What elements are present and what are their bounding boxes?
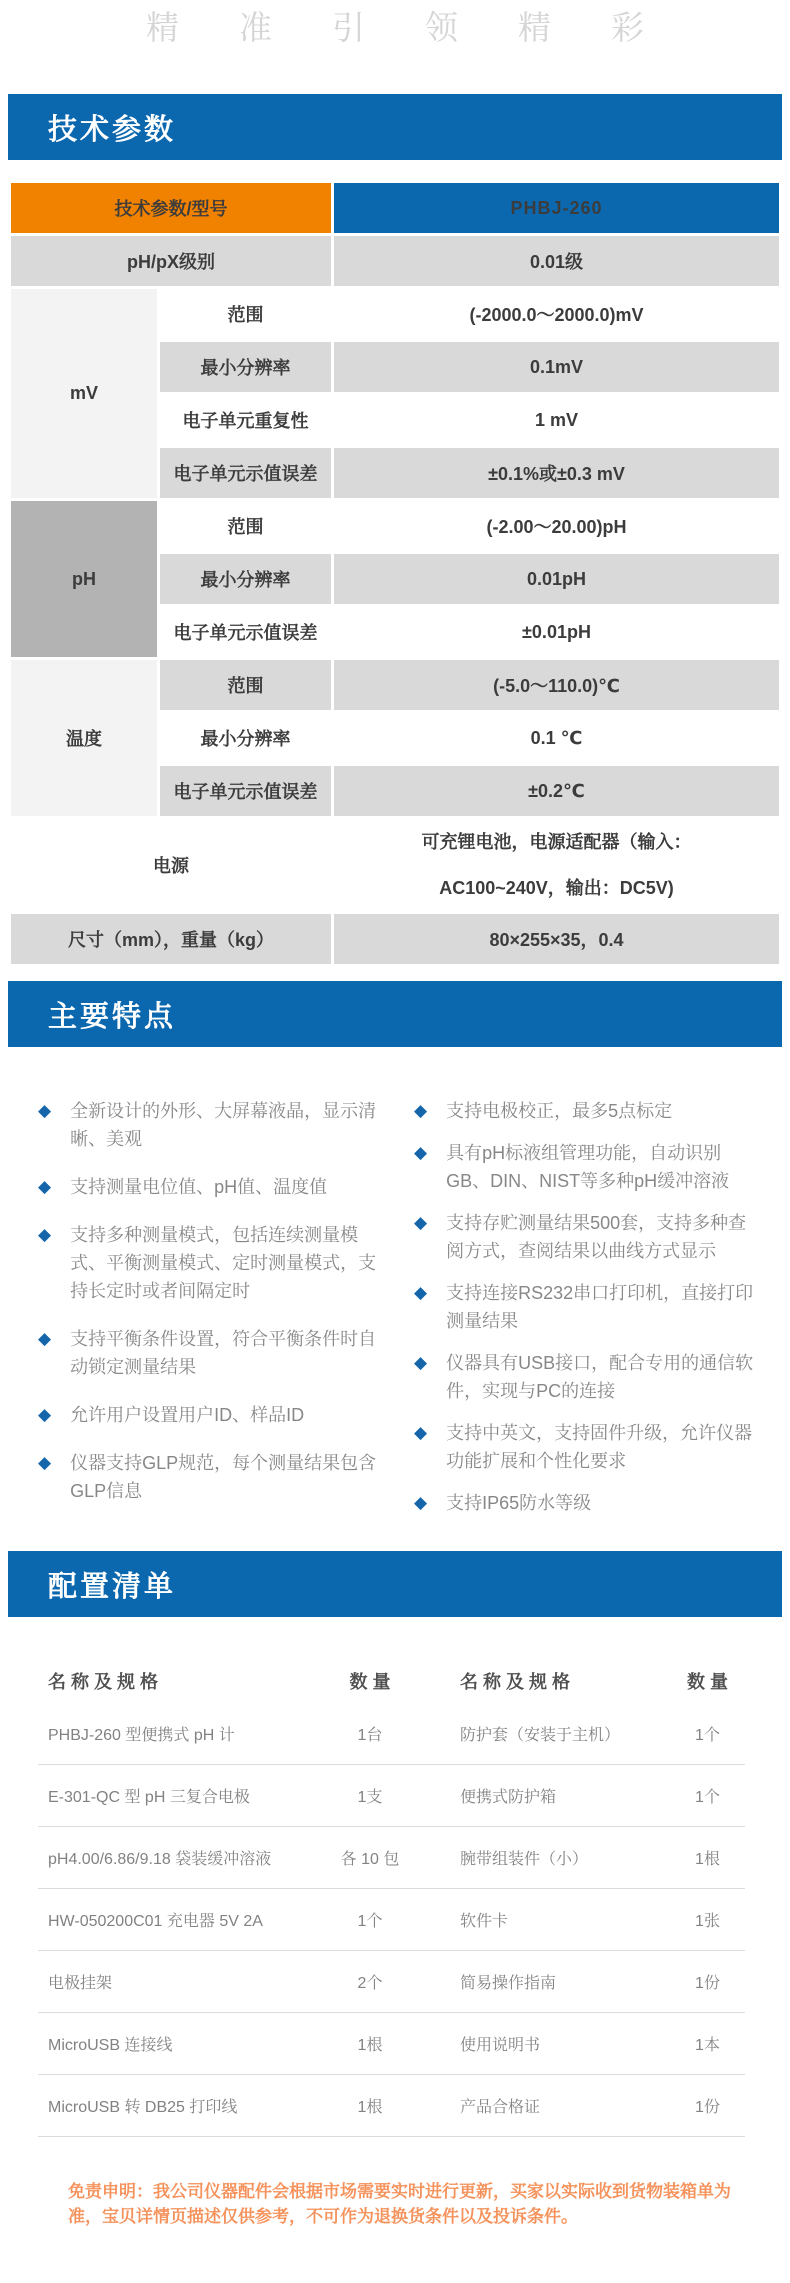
table-row [11, 660, 779, 710]
feature-text: 支持中英文，支持固件升级，允许仪器功能扩展和个性化要求 [446, 1423, 753, 1471]
table-row [38, 1703, 745, 1765]
spec-group-ph: pH [11, 501, 157, 657]
config-item-qty: 1根 [357, 2099, 383, 2116]
spec-label: 电子单元示值误差 [160, 766, 331, 816]
table-row [38, 1765, 745, 1827]
spec-value: 0.1 ℃ [334, 713, 779, 763]
feature-text: 仪器具有USB接口，配合专用的通信软件，实现与PC的连接 [446, 1353, 754, 1401]
config-item-qty: 1个 [695, 1727, 720, 1744]
config-item-name: 电极挂架 [48, 1975, 113, 1992]
spec-value: (-2000.0～2000.0)mV [334, 289, 779, 339]
config-item-name: 简易操作指南 [460, 1975, 557, 1992]
diamond-bullet-icon: ◆ [414, 1423, 428, 1442]
diamond-bullet-icon: ◆ [38, 1225, 52, 1244]
config-header-name2: 名 称 及 规 格 [460, 1672, 571, 1692]
spec-value: ±0.1%或±0.3 mV [334, 448, 779, 498]
config-table [38, 1659, 745, 2137]
brand-slogan: 精准引领精彩 [146, 9, 704, 46]
spec-value: 0.1mV [334, 342, 779, 392]
section-banner-specs [8, 94, 782, 160]
config-item-name: 防护套（安装于主机） [460, 1727, 621, 1744]
config-header-name1: 名 称 及 规 格 [48, 1672, 159, 1692]
features-column-left [38, 1097, 388, 1531]
table-row [38, 2075, 745, 2137]
list-item [414, 1209, 764, 1265]
features-section [38, 1097, 764, 1531]
list-item [414, 1419, 764, 1475]
table-row [38, 1827, 745, 1889]
power-value-line2: AC100~240V，输出：DC5V) [439, 878, 674, 898]
config-item-name: 产品合格证 [460, 2099, 541, 2116]
diamond-bullet-icon: ◆ [38, 1177, 52, 1196]
table-row [11, 236, 779, 286]
table-row [11, 819, 779, 911]
spec-value: (-5.0～110.0)℃ [334, 660, 779, 710]
config-header-qty2: 数 量 [686, 1672, 728, 1692]
list-item [38, 1097, 388, 1153]
spec-group-temp: 温度 [11, 660, 157, 816]
spec-label: 尺寸（mm），重量（kg） [11, 914, 331, 964]
config-header-row [38, 1659, 745, 1703]
section-title-features: 主要特点 [48, 1000, 177, 1033]
config-item-qty: 1支 [357, 1789, 383, 1806]
spec-label: 最小分辨率 [160, 554, 331, 604]
feature-text: 全新设计的外形、大屏幕液晶，显示清晰、美观 [70, 1101, 377, 1149]
feature-text: 支持IP65防水等级 [446, 1493, 592, 1513]
spec-value: 1 mV [334, 395, 779, 445]
spec-label: 范围 [160, 501, 331, 551]
spec-label: 电子单元示值误差 [160, 607, 331, 657]
feature-text: 仪器支持GLP规范，每个测量结果包含GLP信息 [70, 1453, 377, 1501]
table-row [38, 1951, 745, 2013]
spec-label: pH/pX级别 [11, 236, 331, 286]
spec-header-model: PHBJ-260 [334, 183, 779, 233]
config-item-qty: 1张 [695, 1913, 720, 1930]
features-column-right [414, 1097, 764, 1531]
list-item [38, 1173, 388, 1201]
spec-value: ±0.01pH [334, 607, 779, 657]
feature-text: 具有pH标液组管理功能，自动识别GB、DIN、NIST等多种pH缓冲溶液 [446, 1143, 730, 1191]
table-row [38, 1889, 745, 1951]
config-item-name: HW-050200C01 充电器 5V 2A [48, 1913, 263, 1930]
feature-text: 支持测量电位值、pH值、温度值 [70, 1177, 328, 1197]
list-item [414, 1279, 764, 1335]
config-item-qty: 1根 [695, 1851, 720, 1868]
diamond-bullet-icon: ◆ [38, 1405, 52, 1424]
config-item-qty: 1个 [357, 1913, 383, 1930]
config-item-qty: 1个 [695, 1789, 720, 1806]
config-item-qty: 1台 [357, 1727, 383, 1744]
section-banner-features [8, 981, 782, 1047]
config-item-name: 使用说明书 [460, 2037, 541, 2054]
section-title-config: 配置清单 [48, 1570, 177, 1603]
section-title-specs: 技术参数 [48, 113, 177, 146]
table-row [11, 914, 779, 964]
spec-value: 0.01pH [334, 554, 779, 604]
config-item-qty: 各 10 包 [340, 1851, 400, 1868]
table-row [38, 2013, 745, 2075]
config-item-qty: 2个 [357, 1975, 383, 1992]
config-item-name: MicroUSB 转 DB25 打印线 [48, 2099, 238, 2116]
section-banner-config [8, 1551, 782, 1617]
spec-label: 电子单元重复性 [160, 395, 331, 445]
spec-table [8, 180, 782, 967]
diamond-bullet-icon: ◆ [414, 1213, 428, 1232]
feature-text: 支持多种测量模式，包括连续测量模式、平衡测量模式、定时测量模式，支持长定时或者间隔定时 [70, 1225, 377, 1301]
table-row [11, 289, 779, 339]
config-item-name: PHBJ-260 型便携式 pH 计 [48, 1727, 235, 1744]
spec-group-mv: mV [11, 289, 157, 498]
config-item-qty: 1份 [695, 1975, 720, 1992]
list-item [38, 1401, 388, 1429]
feature-text: 支持平衡条件设置，符合平衡条件时自动锁定测量结果 [70, 1329, 377, 1377]
diamond-bullet-icon: ◆ [414, 1283, 428, 1302]
list-item [38, 1449, 388, 1505]
config-item-name: 软件卡 [460, 1913, 509, 1930]
feature-text: 支持连接RS232串口打印机，直接打印测量结果 [446, 1283, 754, 1331]
spec-value [334, 819, 779, 911]
diamond-bullet-icon: ◆ [38, 1453, 52, 1472]
diamond-bullet-icon: ◆ [38, 1329, 52, 1348]
spec-label: 最小分辨率 [160, 713, 331, 763]
config-item-qty: 1份 [695, 2099, 720, 2116]
config-item-name: 腕带组装件（小） [460, 1851, 589, 1868]
config-item-qty: 1根 [357, 2037, 383, 2054]
table-row [11, 501, 779, 551]
spec-value: (-2.00～20.00)pH [334, 501, 779, 551]
spec-label: 电源 [11, 819, 331, 911]
spec-label: 范围 [160, 660, 331, 710]
list-item [414, 1139, 764, 1195]
list-item [38, 1325, 388, 1381]
disclaimer-text: 免责申明：我公司仪器配件会根据市场需要实时进行更新，买家以实际收到货物装箱单为准，宝贝详情页描述仅供参考，不可作为退换货条件以及投诉条件。 [68, 2182, 731, 2226]
list-item [38, 1221, 388, 1305]
config-item-name: pH4.00/6.86/9.18 袋装缓冲溶液 [48, 1851, 272, 1868]
spec-label: 最小分辨率 [160, 342, 331, 392]
diamond-bullet-icon: ◆ [414, 1493, 428, 1512]
feature-text: 支持存贮测量结果500套，支持多种查阅方式，查阅结果以曲线方式显示 [446, 1213, 747, 1261]
spec-label: 电子单元示值误差 [160, 448, 331, 498]
spec-header-row [11, 183, 779, 233]
config-item-name: E-301-QC 型 pH 三复合电极 [48, 1789, 250, 1806]
list-item [414, 1489, 764, 1517]
power-value-line1: 可充锂电池，电源适配器（输入： [421, 832, 692, 852]
config-header-qty1: 数 量 [349, 1672, 391, 1692]
diamond-bullet-icon: ◆ [414, 1101, 428, 1120]
feature-text: 允许用户设置用户ID、样品ID [70, 1405, 305, 1425]
spec-value: ±0.2℃ [334, 766, 779, 816]
config-item-name: 便携式防护箱 [460, 1789, 557, 1806]
spec-value: 0.01级 [334, 236, 779, 286]
list-item [414, 1349, 764, 1405]
list-item [414, 1097, 764, 1125]
diamond-bullet-icon: ◆ [38, 1101, 52, 1120]
diamond-bullet-icon: ◆ [414, 1353, 428, 1372]
spec-label: 范围 [160, 289, 331, 339]
spec-value: 80×255×35，0.4 [334, 914, 779, 964]
config-item-qty: 1本 [695, 2037, 720, 2054]
config-item-name: MicroUSB 连接线 [48, 2037, 173, 2054]
feature-text: 支持电极校正，最多5点标定 [446, 1101, 673, 1121]
spec-header-param: 技术参数/型号 [11, 183, 331, 233]
diamond-bullet-icon: ◆ [414, 1143, 428, 1162]
